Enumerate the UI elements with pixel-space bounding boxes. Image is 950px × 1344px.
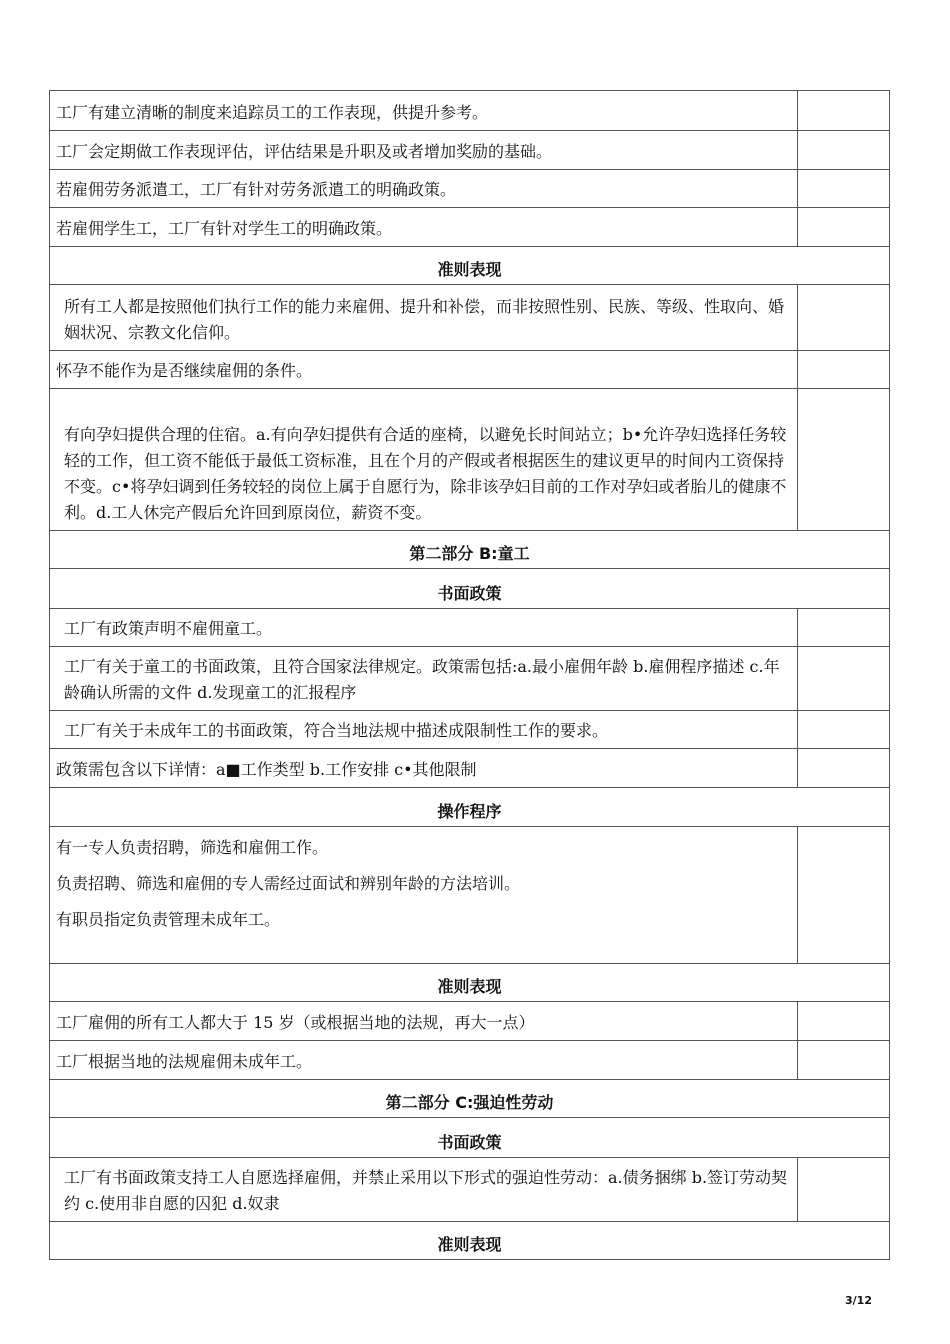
section-heading-row bbox=[50, 569, 890, 609]
section-heading: 书面政策 bbox=[50, 569, 890, 609]
section-heading: 书面政策 bbox=[50, 1118, 890, 1158]
table-row bbox=[50, 351, 890, 389]
criterion-text: 工厂有政策声明不雇佣童工。 bbox=[50, 609, 798, 647]
criterion-text: 负责招聘、筛选和雇佣的专人需经过面试和辨别年龄的方法培训。 bbox=[56, 874, 521, 893]
table-row bbox=[50, 131, 890, 170]
table-row bbox=[50, 647, 890, 711]
criterion-text: 工厂有关于未成年工的书面政策，符合当地法规中描述成限制性工作的要求。 bbox=[50, 711, 798, 749]
check-cell[interactable] bbox=[798, 1158, 890, 1222]
criterion-text: 有向孕妇提供合理的住宿。a.有向孕妇提供有合适的座椅，以避免长时间站立；b•允许孕妇选择任务较轻的工作，但工资不能低于最低工资标准，且在个月的产假或者根据医生的建议更早的时间内工资保持不变。c•将孕妇调到任务较轻的岗位上属于自愿行为，除非该孕妇目前的工作对孕妇或者胎儿的健康不利。d.工人休完产假后允许回到原岗位，薪资不变。 bbox=[50, 389, 798, 531]
criterion-text: 若雇佣劳务派遣工，工厂有针对劳务派遣工的明确政策。 bbox=[50, 170, 798, 208]
table-row bbox=[50, 609, 890, 647]
section-heading-row bbox=[50, 247, 890, 285]
section-heading: 准则表现 bbox=[50, 964, 890, 1002]
table-row bbox=[50, 170, 890, 208]
criterion-text: 工厂有建立清晰的制度来追踪员工的工作表现，供提升参考。 bbox=[50, 91, 798, 131]
check-cell[interactable] bbox=[798, 131, 890, 170]
section-heading: 准则表现 bbox=[50, 247, 890, 285]
check-cell[interactable] bbox=[798, 91, 890, 131]
check-cell[interactable] bbox=[798, 827, 890, 964]
criterion-text: 怀孕不能作为是否继续雇佣的条件。 bbox=[50, 351, 798, 389]
check-cell[interactable] bbox=[798, 1002, 890, 1041]
criterion-text: 工厂雇佣的所有工人都大于 15 岁（或根据当地的法规，再大一点） bbox=[50, 1002, 798, 1041]
page-number: 3/12 bbox=[845, 1294, 872, 1307]
table-row bbox=[50, 389, 890, 531]
criterion-text: 若雇佣学生工，工厂有针对学生工的明确政策。 bbox=[50, 208, 798, 247]
check-cell[interactable] bbox=[798, 208, 890, 247]
section-heading-row bbox=[50, 1118, 890, 1158]
table-row bbox=[50, 749, 890, 788]
check-cell[interactable] bbox=[798, 170, 890, 208]
criterion-text: 所有工人都是按照他们执行工作的能力来雇佣、提升和补偿，而非按照性别、民族、等级、性取向、婚姻状况、宗教文化信仰。 bbox=[50, 285, 798, 351]
section-heading-row bbox=[50, 788, 890, 827]
check-cell[interactable] bbox=[798, 285, 890, 351]
table-row bbox=[50, 827, 890, 964]
section-heading-row bbox=[50, 964, 890, 1002]
table-row bbox=[50, 711, 890, 749]
table-row bbox=[50, 91, 890, 131]
check-cell[interactable] bbox=[798, 1041, 890, 1080]
criterion-text: 工厂有关于童工的书面政策，且符合国家法律规定。政策需包括:a.最小雇佣年龄 b.雇佣程序描述 c.年龄确认所需的文件 d.发现童工的汇报程序 bbox=[50, 647, 798, 711]
table-row bbox=[50, 208, 890, 247]
section-heading: 第二部分 B:童工 bbox=[50, 531, 890, 569]
check-cell[interactable] bbox=[798, 351, 890, 389]
checklist-body bbox=[50, 91, 890, 1260]
check-cell[interactable] bbox=[798, 647, 890, 711]
criterion-text: 工厂根据当地的法规雇佣未成年工。 bbox=[50, 1041, 798, 1080]
check-cell[interactable] bbox=[798, 389, 890, 531]
section-heading-row bbox=[50, 1222, 890, 1260]
section-heading-row bbox=[50, 531, 890, 569]
table-row bbox=[50, 285, 890, 351]
check-cell[interactable] bbox=[798, 711, 890, 749]
criterion-text: 有职员指定负责管理未成年工。 bbox=[56, 910, 281, 929]
criterion-text: 工厂有书面政策支持工人自愿选择雇佣，并禁止采用以下形式的强迫性劳动：a.债务捆绑 b.签订劳动契约 c.使用非自愿的囚犯 d.奴隶 bbox=[50, 1158, 798, 1222]
table-row bbox=[50, 1002, 890, 1041]
criterion-text: 有一专人负责招聘，筛选和雇佣工作。 bbox=[56, 838, 329, 857]
criterion-text: 工厂会定期做工作表现评估，评估结果是升职及或者增加奖励的基础。 bbox=[50, 131, 798, 170]
section-heading: 第二部分 C:强迫性劳动 bbox=[50, 1080, 890, 1118]
table-row bbox=[50, 1041, 890, 1080]
section-heading-row bbox=[50, 1080, 890, 1118]
criterion-text: 政策需包含以下详情：a■工作类型 b.工作安排 c•其他限制 bbox=[50, 749, 798, 788]
check-cell[interactable] bbox=[798, 609, 890, 647]
check-cell[interactable] bbox=[798, 749, 890, 788]
checklist-table bbox=[49, 90, 890, 1260]
section-heading: 操作程序 bbox=[50, 788, 890, 827]
table-row bbox=[50, 1158, 890, 1222]
criterion-cell bbox=[50, 827, 798, 964]
section-heading: 准则表现 bbox=[50, 1222, 890, 1260]
